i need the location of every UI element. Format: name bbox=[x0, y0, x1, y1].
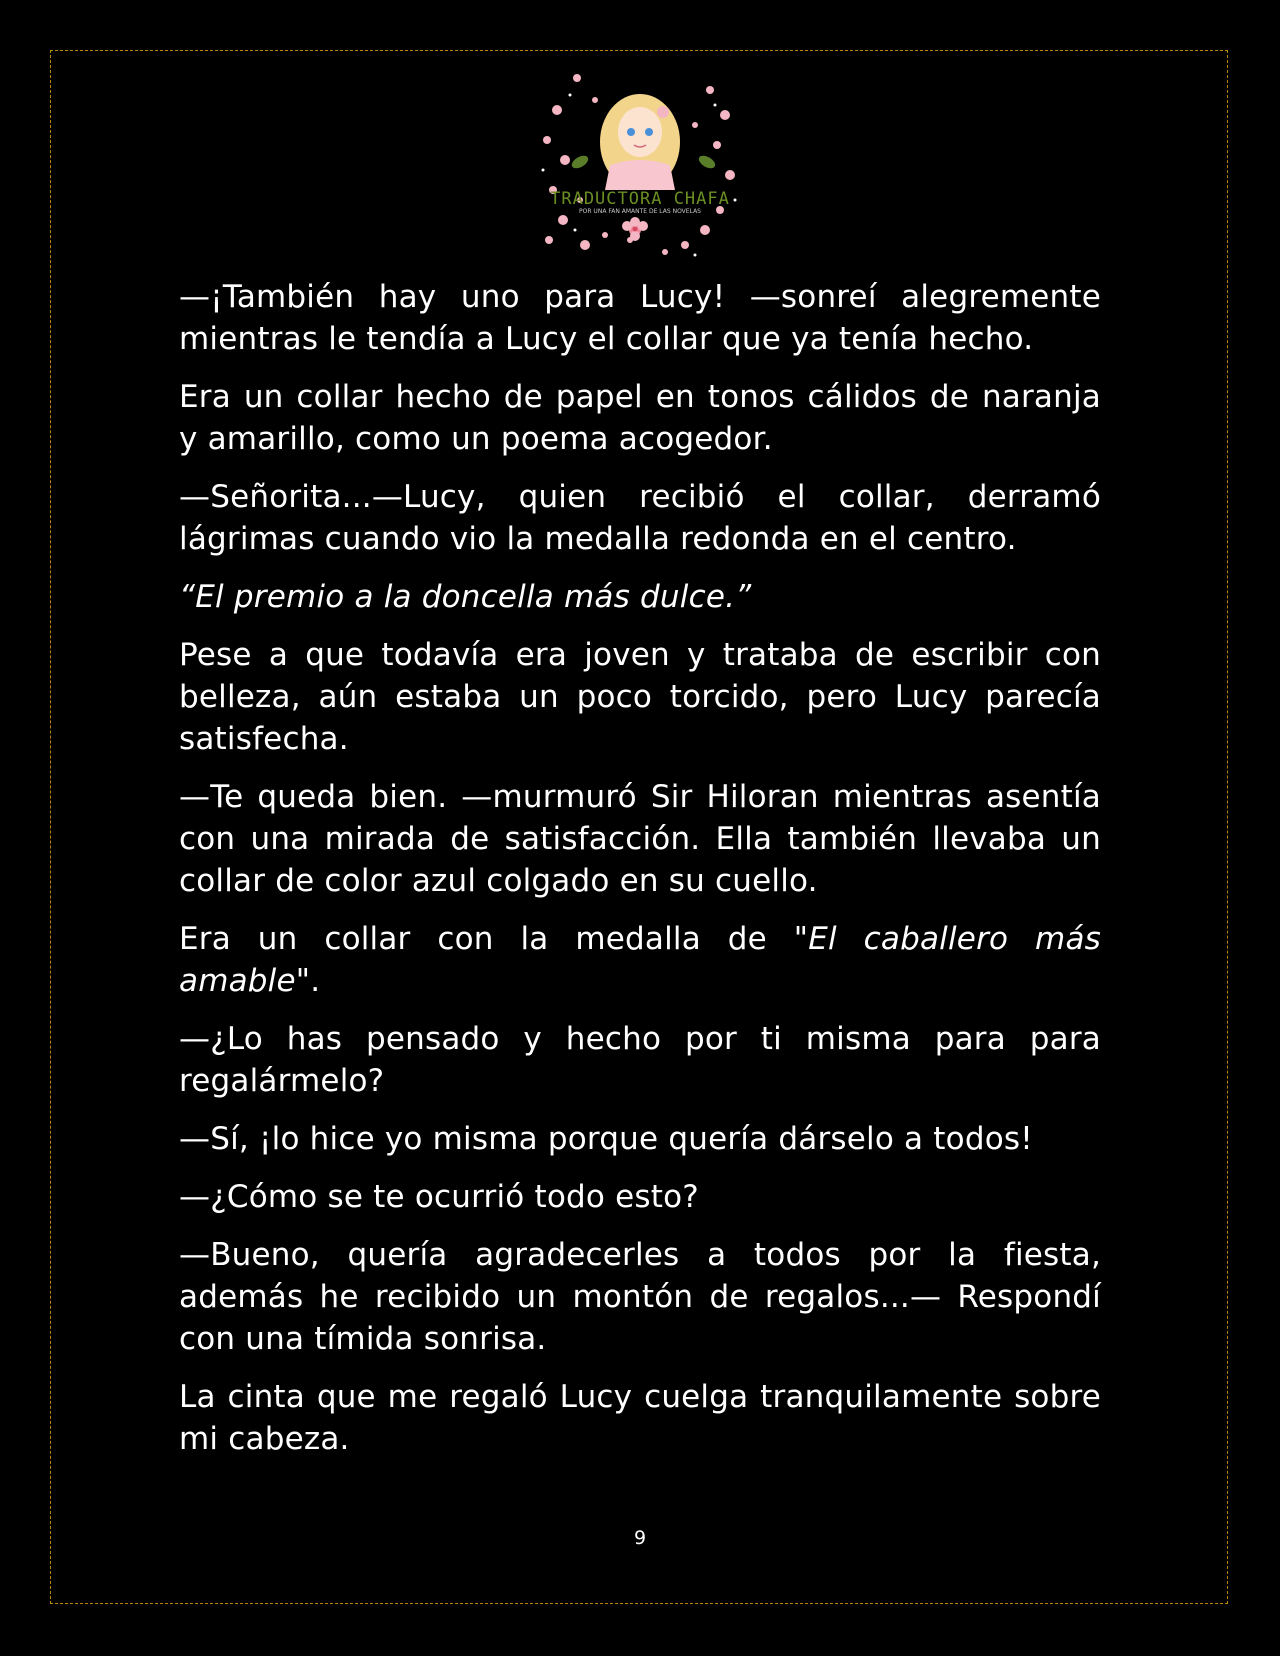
logo-subtitle: POR UNA FAN AMANTE DE LAS NOVELAS bbox=[579, 208, 701, 215]
logo-title: TRADUCTORA CHAFA bbox=[550, 189, 730, 209]
chapter-text bbox=[179, 276, 1101, 1476]
paragraph: —Bueno, quería agradecerles a todos por la fiesta, además he recibido un montón de regalos...— Respondí con una tímida sonrisa. bbox=[179, 1237, 1101, 1357]
paragraph: —¡También hay uno para Lucy! —sonreí alegremente mientras le tendía a Lucy el collar que ya tenía hecho. bbox=[179, 279, 1101, 357]
paragraph: —Señorita...—Lucy, quien recibió el collar, derramó lágrimas cuando vio la medalla redonda en el centro. bbox=[179, 479, 1101, 557]
paragraph-text-after: ". bbox=[295, 963, 321, 999]
page-number: 9 bbox=[633, 1527, 647, 1549]
paragraph: Era un collar hecho de papel en tonos cálidos de naranja y amarillo, como un poema acogedor. bbox=[179, 379, 1101, 457]
italic-quote: “El premio a la doncella más dulce.” bbox=[179, 579, 752, 615]
paragraph: —¿Cómo se te ocurrió todo esto? bbox=[179, 1179, 699, 1215]
italic-medal-name: El caballero más amable bbox=[179, 921, 1101, 999]
paragraph-with-italic bbox=[179, 918, 1101, 1002]
paragraph: —Sí, ¡lo hice yo misma porque quería dárselo a todos! bbox=[179, 1121, 1033, 1157]
girl-illustration-icon bbox=[600, 94, 680, 190]
paragraph-italic-quote bbox=[179, 576, 1101, 618]
paragraph: Pese a que todavía era joven y trataba de escribir con belleza, aún estaba un poco torcido, pero Lucy parecía satisfecha. bbox=[179, 637, 1101, 757]
paragraph: —Te queda bien. —murmuró Sir Hiloran mientras asentía con una mirada de satisfacción. Ella también llevaba un collar de color azul colgado en su cuello. bbox=[179, 779, 1101, 899]
paragraph-text-before: Era un collar con la medalla de " bbox=[179, 921, 809, 957]
pink-flower-icon bbox=[622, 217, 648, 241]
paragraph: La cinta que me regaló Lucy cuelga tranquilamente sobre mi cabeza. bbox=[179, 1379, 1101, 1457]
paragraph: —¿Lo has pensado y hecho por ti misma para para regalármelo? bbox=[179, 1021, 1101, 1099]
translator-logo bbox=[535, 70, 745, 265]
